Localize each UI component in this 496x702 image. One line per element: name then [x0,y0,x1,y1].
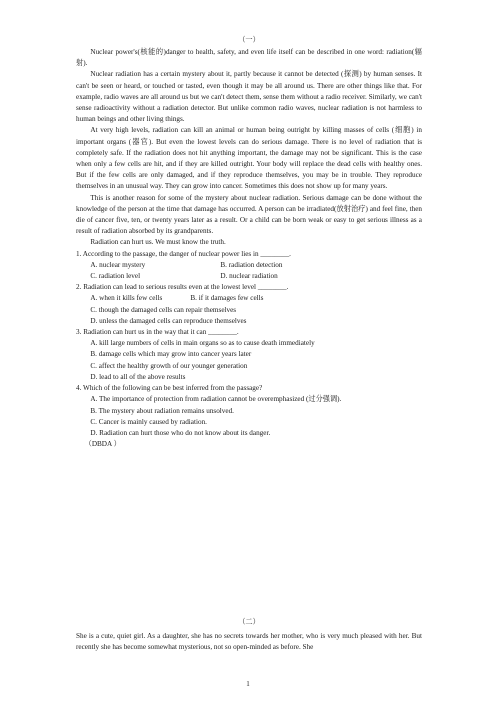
option-c: C. Cancer is mainly caused by radiation. [90,417,207,426]
paragraph-5: Radiation can hurt us. We must know the truth. [90,238,226,247]
option-d: D. unless the damaged cells can reproduce themselves [90,316,247,325]
paragraph-4: This is another reason for some of the mystery about nuclear radiation. Serious damage can be done without the knowledge of the person at the time that damage has occurred. A person can be irradiated(放射治疗) and feel fine, then die of cancer five, ten, or twenty years later as a result. Or a child can be born weak or easy to get serious illness as a result of radiation absorbed by its grandparents. [76,193,422,236]
option-a: A. nuclear mystery [90,260,146,269]
option-b: B. The mystery about radiation remains unsolved. [90,406,234,415]
question-2-options-ab [76,293,422,304]
question-1-options-ab [76,260,422,271]
paragraph-2: Nuclear radiation has a certain mystery about it, partly because it cannot be detected (探测) by human senses. It can't be seen or heard, or touched or tasted, even though it may be all around us. There are other things like that. For example, radio waves are all around us but we can't detect them, sense them without a radio receiver. Similarly, we can't sense radioactivity without a radiation detector. But unlike common radio waves, nuclear radiation is not harmless to human beings and other living things. [76,70,422,124]
section1-title: （一） [238,36,260,44]
option-a: A. when it kills few cells [90,294,163,303]
option-c: C. affect the healthy growth of our younger generation [90,361,248,370]
section2-title: （二） [238,618,260,626]
section2-text: She is a cute, quiet girl. As a daughter, she has no secrets towards her mother, who is very much pleased with her. But recently she has become somewhat mysterious, not so open-minded as before. She [76,632,422,652]
question-3: 3. Radiation can hurt us in the way that it can ________. [76,328,239,337]
paragraph-3: At very high levels, radiation can kill an animal or human being outright by killing masses of cells (细胞) in important organs (器官). But even the lowest levels can do serious damage. There is no level of radiation that is completely safe. If the radiation does not hit anything important, the damage may not be significant. This is the case when only a few cells are hit, and if they are killed outright. Your body will replace the dead cells with healthy ones. But if the few cells are only damaged, and if they reproduce themselves, you may be in trouble. They reproduce themselves in an unusual way. They can grow into cancer. Sometimes this does not show up for many years. [76,126,422,191]
question-1-options-cd [76,271,422,282]
option-c: C. though the damaged cells can repair themselves [90,305,237,314]
option-c: C. radiation level [90,272,141,281]
option-b: B. damage cells which may grow into cancer years later [90,350,252,359]
option-b: B. radiation detection [220,260,283,269]
option-a: A. The importance of protection from radiation cannot be overemphasized (过分强调). [90,395,342,404]
question-1: 1. According to the passage, the danger of nuclear power lies in ________. [76,249,291,258]
option-d: D. Radiation can hurt those who do not know about its danger. [90,428,271,437]
option-b: B. if it damages few cells [190,294,264,303]
option-d: D. lead to all of the above results [90,372,186,381]
page-number: 1 [246,680,250,688]
option-d: D. nuclear radiation [220,272,278,281]
question-4: 4. Which of the following can be best inferred from the passage? [76,384,263,393]
passage1 [76,47,422,450]
option-a: A. kill large numbers of cells in main organs so as to cause death immediately [90,339,315,348]
paragraph-1: Nuclear power's(核能的)danger to health, safety, and even life itself can be described in one word: radiation(辐射). [76,48,422,68]
answer-key: （DBDA ） [84,440,121,449]
question-2: 2. Radiation can lead to serious results even at the lowest level ________. [76,283,289,292]
